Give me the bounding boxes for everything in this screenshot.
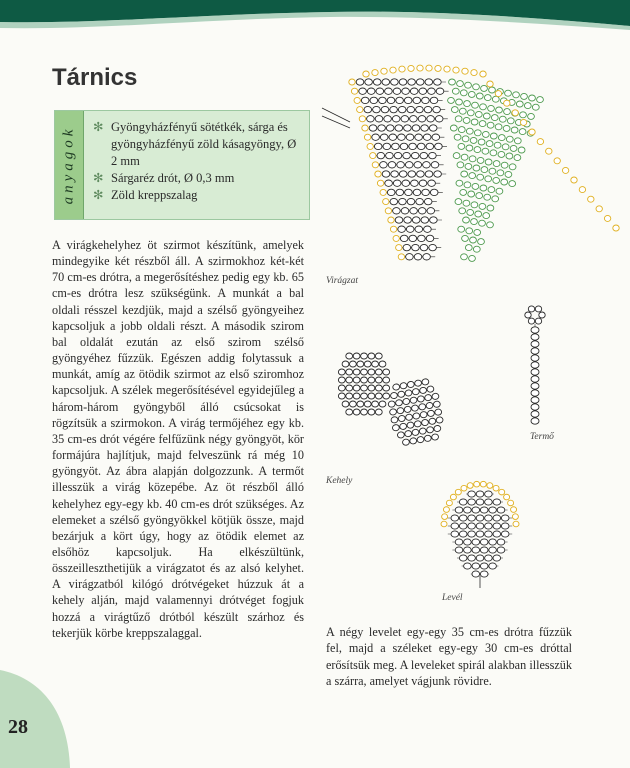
caption-level: Levél bbox=[442, 593, 463, 603]
asterisk-icon: ✻ bbox=[93, 120, 104, 134]
flower-bead-diagram bbox=[322, 64, 630, 276]
asterisk-icon: ✻ bbox=[93, 188, 104, 202]
materials-tab-label: anyagok bbox=[60, 125, 77, 205]
caption-viragzat: Virágzat bbox=[326, 276, 359, 286]
materials-list bbox=[93, 119, 301, 204]
instructions-text: A virágkehelyhez öt szirmot készítünk, amelyek mindegyike két részből áll. A szirmokhoz két-két 70 cm-es drótra, a megerősítéshez pedig egy kb. 65 cm-es drótra lesz szükségünk. A munkát a bal oldali résszel kezdjük, majd a szélső gyöngyeihez kapcsoljuk a jobb oldali részt. A második szirom bal oldalát ezután az első szirom szélső gyöngyéhez fűzzük. Egészen addig folytassuk a munkát, amíg az ötödik szirmot az első sziromhoz kapcsoljuk. A szélek megerősítésével egyidejűleg a három-három gyöngyből álló csúcsokat is rögzítsük a szirmokon. A virág termőjéhez egy kb. 35 cm-es drót végére felfűzünk négy gyöngyöt, kör formájúra hajlítjuk, majd felveszünk rá még 10 gyöngyöt. Az ábra alapján dolgozzunk. A termőt illesszük a virág közepébe. Az öt részből álló kehelyhez egy-egy kb. 40 cm-es drót szükséges. Az elemeket a szélső gyöngyökkel kötjük össze, majd bezárjuk a kört úgy, hogy az ötödik elemet az elsőhöz kapcsoljuk. Ha elkészültünk, összeilleszthetijük a virágzatot és az alsó kelyhet. A virágzatból kilógó drótvégeket húzzuk át a kehely alján, majd valamennyi drótvéget fogjuk hozzá a virágtűző drótból készült szárhoz és tekerjük körbe kreppszalaggal. bbox=[52, 238, 304, 640]
page-title: Tárnics bbox=[52, 64, 138, 91]
materials-box bbox=[54, 110, 310, 220]
materials-tab bbox=[55, 111, 84, 219]
materials-item: ✻ Sárgaréz drót, Ø 0,3 mm bbox=[93, 171, 235, 185]
materials-item: ✻ Gyöngyházfényű sötétkék, sárga és gyöngyházfényű zöld kásagyöngy, Ø 2 mm bbox=[93, 120, 297, 168]
top-decorative-band bbox=[0, 0, 630, 40]
calyx-bead-diagram bbox=[324, 338, 458, 472]
leaf-bead-diagram bbox=[432, 476, 528, 590]
asterisk-icon: ✻ bbox=[93, 171, 104, 185]
page-number: 28 bbox=[8, 716, 28, 738]
caption-kehely: Kehely bbox=[326, 476, 353, 486]
caption-termo: Termő bbox=[530, 432, 554, 442]
leaf-instructions-text: A négy levelet egy-egy 35 cm-es drótra fűzzük fel, majd a széleket egy-egy 30 cm-es dróttal erősítsük meg. A leveleket spirál alakban illesszük a szárra, amelyet vágjunk rövidre. bbox=[326, 625, 572, 688]
materials-item: ✻ Zöld kreppszalag bbox=[93, 188, 198, 202]
pistil-bead-diagram bbox=[520, 304, 550, 428]
